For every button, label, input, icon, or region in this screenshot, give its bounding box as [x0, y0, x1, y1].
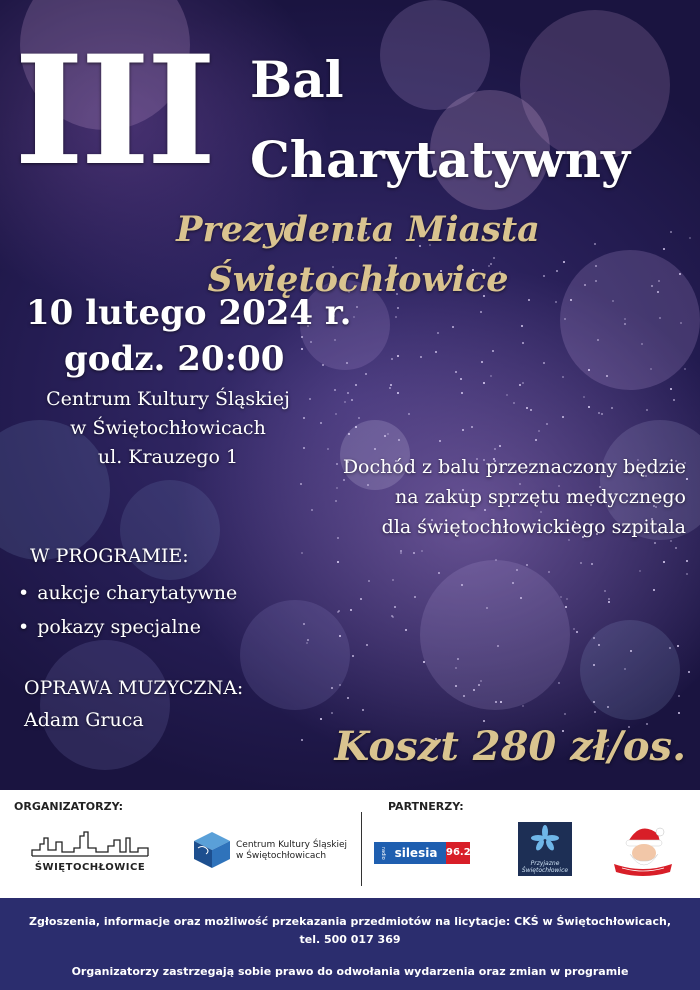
radio-name: silesia [386, 842, 446, 864]
sparkle [398, 439, 400, 441]
sparkle [519, 384, 521, 386]
sparkle [413, 552, 415, 554]
sparkle [565, 606, 567, 608]
venue [38, 385, 298, 472]
sparkle [351, 399, 353, 401]
sparkle [601, 413, 603, 415]
sparkle [598, 412, 600, 414]
przyjazne-logo [518, 822, 572, 876]
sparkle [566, 598, 568, 600]
sparkle [335, 413, 337, 415]
sparkle [374, 448, 376, 450]
sparkle [423, 661, 425, 663]
sparkle [471, 426, 473, 428]
sparkle [526, 564, 528, 566]
sparkle [483, 382, 485, 384]
music-heading: OPRAWA MUZYCZNA: [24, 677, 244, 699]
sparkle [673, 399, 675, 401]
sparkle [461, 392, 463, 394]
sparkle [522, 705, 524, 707]
cks-cube-icon [192, 830, 232, 870]
subtitle: Prezydenta Miasta Świętochłowice [176, 209, 540, 300]
sparkle [678, 695, 680, 697]
divider [361, 812, 362, 886]
sparkle [670, 388, 672, 390]
sparkle [397, 392, 399, 394]
sparkle [492, 350, 494, 352]
sparkle [309, 398, 311, 400]
sparkle [564, 713, 566, 715]
sparkle [608, 601, 610, 603]
sparkle [391, 615, 393, 617]
sparkle [344, 401, 346, 403]
sparkle [650, 368, 652, 370]
sparkle [306, 642, 308, 644]
sparkle [463, 695, 465, 697]
sparkle [521, 325, 523, 327]
cks-logo [192, 830, 348, 870]
przyjazne-text [518, 860, 572, 874]
sparkle [339, 635, 341, 637]
sparkle [686, 573, 688, 575]
edition-number: III [14, 23, 213, 199]
sparkle [598, 644, 600, 646]
sparkle [646, 409, 648, 411]
sparkle [678, 712, 680, 714]
sparkle [358, 417, 360, 419]
sparkle [461, 584, 463, 586]
cks-logo-line: Centrum Kultury Śląskiej [236, 840, 348, 850]
venue-line: w Świętochłowicach [70, 417, 266, 439]
city-logo [30, 830, 150, 874]
sparkle [522, 342, 524, 344]
sparkle [303, 417, 305, 419]
santa-icon [610, 820, 676, 878]
flower-icon [518, 822, 572, 856]
sparkle [486, 607, 488, 609]
sparkle [499, 445, 501, 447]
sparkle [530, 409, 532, 411]
sparkle [558, 682, 560, 684]
sparkle [384, 435, 386, 437]
sparkle [512, 582, 514, 584]
sparkle [653, 589, 655, 591]
sparkle [526, 407, 528, 409]
income-line: Dochód z balu przeznaczony będzie [342, 456, 686, 478]
sparkle [624, 318, 626, 320]
sparkle [435, 351, 437, 353]
sparkle [400, 552, 402, 554]
sparkle [437, 332, 439, 334]
sparkle [573, 628, 575, 630]
sparkle [390, 384, 392, 386]
santa-logo [610, 820, 676, 878]
sparkle [303, 447, 305, 449]
sparkle [677, 645, 679, 647]
title-line-1: Bal [250, 50, 344, 109]
sparkle [347, 392, 349, 394]
sparkle [641, 343, 643, 345]
sparkle [604, 590, 606, 592]
sparkle [395, 316, 397, 318]
sparkle [639, 570, 641, 572]
sparkle [522, 382, 524, 384]
bokeh-circle [40, 640, 170, 770]
sparkle [460, 378, 462, 380]
sparkle [391, 358, 393, 360]
sparkle [580, 562, 582, 564]
sparkle [331, 712, 333, 714]
sparkle [481, 361, 483, 363]
sparkle [583, 396, 585, 398]
income-line: na zakup sprzętu medycznego [395, 486, 686, 508]
event-date: 10 lutego 2024 r. [26, 293, 352, 333]
sparkle [591, 563, 593, 565]
sparkle [455, 371, 457, 373]
sparkle [478, 684, 480, 686]
sparkle [320, 422, 322, 424]
footer-phone: tel. 500 017 369 [299, 933, 401, 946]
footer-contact: Zgłoszenia, informacje oraz możliwość przekazania przedmiotów na licytacje: CKŚ w Świętochłowicach, [28, 915, 672, 928]
sparkle [421, 550, 423, 552]
przyjazne-line: Przyjazne [530, 860, 560, 867]
sparkle [480, 680, 482, 682]
sparkle [389, 387, 391, 389]
cks-logo-text [236, 840, 347, 862]
sparkle [414, 596, 416, 598]
sparkle [408, 413, 410, 415]
sparkle [405, 629, 407, 631]
program-heading: W PROGRAMIE: [30, 545, 189, 567]
sparkle [307, 639, 309, 641]
cks-logo-line: w Świętochłowicach [236, 851, 327, 861]
sparkle [686, 560, 688, 562]
income-note [300, 452, 686, 542]
sparkle [538, 430, 540, 432]
music-artist: Adam Gruca [24, 709, 144, 731]
sparkle [593, 637, 595, 639]
sparkle [301, 552, 303, 554]
venue-line: Centrum Kultury Śląskiej [46, 388, 290, 410]
event-time: godz. 20:00 [64, 339, 285, 379]
city-skyline-icon [30, 830, 150, 858]
sparkle [548, 571, 550, 573]
sparkle [397, 355, 399, 357]
sparkle [455, 685, 457, 687]
sparkle [322, 364, 324, 366]
income-line: dla świętochłowickiego szpitala [381, 516, 686, 538]
venue-line: ul. Krauzego 1 [97, 446, 239, 468]
sparkle [594, 711, 596, 713]
sparkle [546, 423, 548, 425]
sparkle [439, 440, 441, 442]
sparkle [397, 307, 399, 309]
radio-frequency: 96.2 [446, 842, 470, 864]
sparkle [301, 348, 303, 350]
sparkle [452, 326, 454, 328]
sparkle [513, 402, 515, 404]
bokeh-circle [240, 600, 350, 710]
sparkle [462, 429, 464, 431]
sparkle [387, 433, 389, 435]
sparkle [327, 448, 329, 450]
sparkle [420, 356, 422, 358]
bokeh-circle [580, 620, 680, 720]
sparkle [366, 644, 368, 646]
sparkle [535, 439, 537, 441]
sparkle [352, 655, 354, 657]
sparkle [438, 572, 440, 574]
sparkle [394, 606, 396, 608]
sponsors-strip [0, 790, 700, 898]
sparkle [588, 406, 590, 408]
program-item: • aukcje charytatywne [18, 576, 237, 610]
sparkle [334, 389, 336, 391]
sparkle [392, 579, 394, 581]
sparkle [576, 631, 578, 633]
program-item: • pokazy specjalne [18, 610, 237, 644]
sparkle [365, 373, 367, 375]
city-logo-text: ŚWIĘTOCHŁOWICE [34, 862, 146, 873]
sparkle [362, 709, 364, 711]
sparkle [684, 368, 686, 370]
sparkle [480, 311, 482, 313]
sparkle [520, 597, 522, 599]
sparkle [368, 580, 370, 582]
sparkle [607, 706, 609, 708]
sparkle [494, 448, 496, 450]
sparkle [663, 561, 665, 563]
sparkle [562, 376, 564, 378]
ticket-price: Koszt 280 zł/os. [334, 723, 686, 770]
przyjazne-line: Świętochłowice [521, 867, 569, 874]
sparkle [506, 394, 508, 396]
sparkle [688, 671, 690, 673]
sparkle [360, 598, 362, 600]
footer-disclaimer: Organizatorzy zastrzegają sobie prawo do odwołania wydarzenia oraz zmian w programie [71, 965, 629, 978]
sparkle [564, 318, 566, 320]
title-line-2: Charytatywny [250, 130, 631, 189]
radio-prefix: radio [374, 842, 386, 864]
sparkle [350, 609, 352, 611]
sparkle [608, 598, 610, 600]
partners-label: PARTNERZY: [388, 800, 464, 813]
organizers-label: ORGANIZATORZY: [14, 800, 124, 813]
sparkle [597, 339, 599, 341]
sparkle [331, 687, 333, 689]
sparkle [588, 369, 590, 371]
sparkle [355, 384, 357, 386]
radio-silesia-logo [374, 842, 470, 864]
sparkle [562, 416, 564, 418]
sparkle [490, 375, 492, 377]
sparkle [543, 362, 545, 364]
sparkle [675, 547, 677, 549]
sparkle [337, 561, 339, 563]
bokeh-circle [420, 560, 570, 710]
sparkle [611, 407, 613, 409]
sparkle [500, 701, 502, 703]
program-list [18, 576, 237, 644]
sparkle [689, 237, 691, 239]
sparkle [624, 323, 626, 325]
sparkle [347, 697, 349, 699]
footer [0, 898, 700, 990]
